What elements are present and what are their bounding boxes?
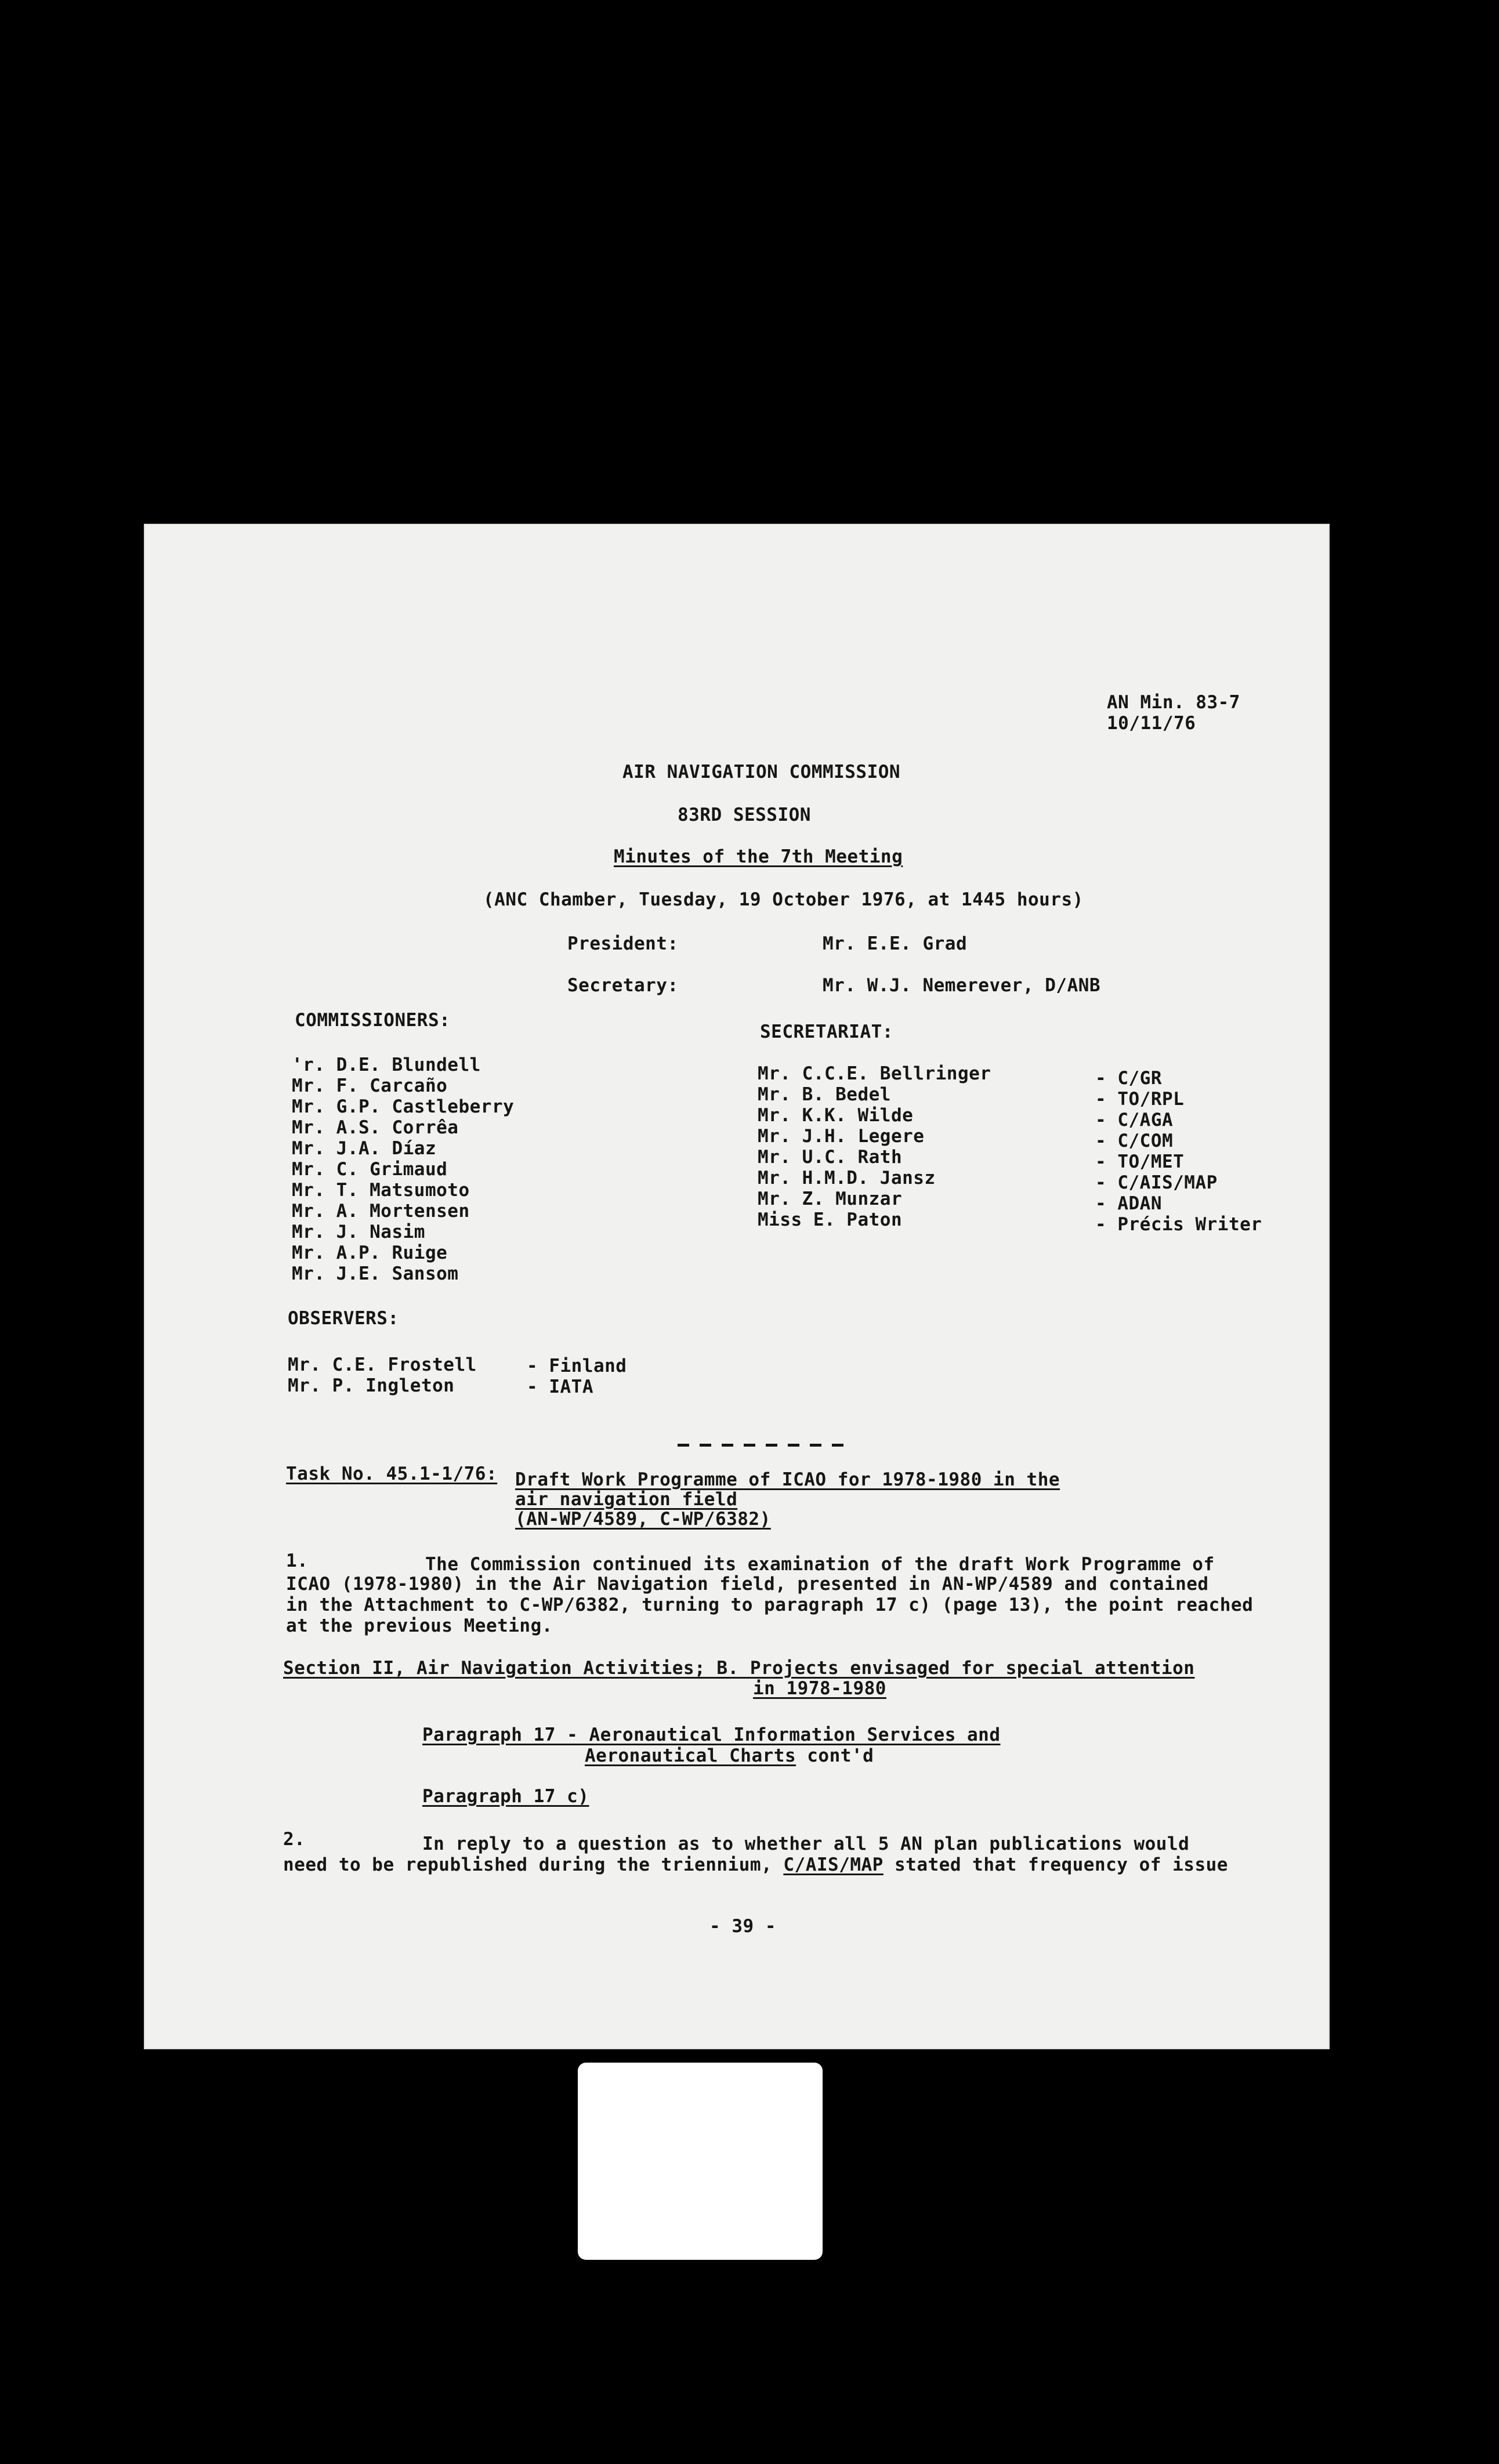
doc-date: 10/11/76	[1107, 713, 1196, 734]
commissioner-name: Mr. J.E. Sansom	[292, 1263, 459, 1284]
president-name: Mr. E.E. Grad	[823, 933, 968, 954]
para2-number: 2.	[283, 1829, 306, 1850]
secretariat-member-role: - ADAN	[1095, 1193, 1162, 1214]
secretariat-roles	[1095, 1068, 1262, 1235]
commissioner-name: Mr. C. Grimaud	[292, 1159, 448, 1180]
secretariat-member-name: Mr. H.M.D. Jansz	[758, 1168, 936, 1188]
session-title: 83RD SESSION	[678, 805, 811, 825]
secretariat-member-role: - C/AIS/MAP	[1095, 1172, 1218, 1193]
document-page	[144, 524, 1330, 2049]
section-heading-line1: Section II, Air Navigation Activities; B. Projects envisaged for special attention	[283, 1658, 1195, 1679]
section-heading-line2: in 1978-1980	[753, 1678, 886, 1699]
secretariat-member-name: Mr. J.H. Legere	[758, 1126, 925, 1147]
para1-line: The Commission continued its examination of the draft Work Programme of	[425, 1554, 1215, 1575]
secretary-label: Secretary:	[567, 975, 679, 996]
secretariat-member-role: - Précis Writer	[1095, 1214, 1262, 1235]
secretariat-names	[758, 1063, 991, 1230]
commissioner-name: Mr. F. Carcaño	[292, 1075, 448, 1096]
para2-line	[283, 1854, 1228, 1875]
commission-title: AIR NAVIGATION COMMISSION	[622, 762, 901, 782]
para1-number: 1.	[286, 1550, 309, 1571]
paragraph-17-heading-underlined: Aeronautical Charts	[585, 1745, 796, 1766]
observer-name: Mr. C.E. Frostell	[288, 1354, 477, 1375]
paragraph-17-heading-line1: Paragraph 17 - Aeronautical Information Services and	[422, 1724, 1001, 1745]
task-title-line1: Draft Work Programme of ICAO for 1978-1980 in the	[515, 1469, 1060, 1490]
observer-affiliation: - IATA	[527, 1376, 593, 1397]
para2-text: need to be republished during the triennium,	[283, 1854, 784, 1875]
paragraph-17-heading-suffix: cont'd	[796, 1745, 874, 1766]
commissioners-list	[292, 1055, 514, 1284]
commissioner-name: Mr. A. Mortensen	[292, 1201, 470, 1222]
secretariat-member-role: - TO/MET	[1095, 1151, 1185, 1172]
observer-name: Mr. P. Ingleton	[288, 1375, 455, 1396]
para2-text: stated that frequency of issue	[883, 1854, 1228, 1875]
secretariat-member-name: Mr. Z. Munzar	[758, 1188, 903, 1209]
para1-line: at the previous Meeting.	[286, 1615, 553, 1636]
para1-line: in the Attachment to C-WP/6382, turning to paragraph 17 c) (page 13), the point reached	[286, 1595, 1254, 1615]
commissioner-name: Mr. A.S. Corrêa	[292, 1117, 459, 1138]
commissioner-name: 'r. D.E. Blundell	[292, 1055, 481, 1075]
task-number: Task No. 45.1-1/76:	[286, 1463, 498, 1484]
secretariat-member-role: - C/GR	[1095, 1068, 1162, 1089]
paragraph-17-heading-line2	[585, 1745, 874, 1766]
commissioner-name: Mr. J.A. Díaz	[292, 1138, 437, 1159]
doc-reference-number: AN Min. 83-7	[1107, 692, 1240, 713]
secretariat-member-name: Miss E. Paton	[758, 1209, 903, 1230]
commissioner-name: Mr. J. Nasim	[292, 1222, 425, 1242]
observer-affiliation: - Finland	[527, 1356, 627, 1376]
secretariat-member-role: - C/AGA	[1095, 1110, 1174, 1130]
para2-line: In reply to a question as to whether all 5 AN plan publications would	[422, 1833, 1190, 1854]
secretariat-member-role: - TO/RPL	[1095, 1089, 1185, 1110]
page-number: - 39 -	[709, 1916, 776, 1937]
meeting-location: (ANC Chamber, Tuesday, 19 October 1976, at 1445 hours)	[483, 889, 1084, 910]
section-divider	[678, 1438, 854, 1441]
minutes-title: Minutes of the 7th Meeting	[614, 846, 903, 867]
secretariat-member-name: Mr. C.C.E. Bellringer	[758, 1063, 991, 1084]
task-title-line2: air navigation field	[515, 1489, 738, 1510]
secretariat-member-role: - C/COM	[1095, 1130, 1174, 1151]
president-label: President:	[567, 933, 679, 954]
commissioner-name: Mr. G.P. Castleberry	[292, 1096, 515, 1117]
task-reference-docs: (AN-WP/4589, C-WP/6382)	[515, 1509, 771, 1530]
secretariat-member-name: Mr. B. Bedel	[758, 1084, 891, 1105]
paragraph-17c-heading: Paragraph 17 c)	[422, 1786, 589, 1807]
commissioner-name: Mr. A.P. Ruige	[292, 1242, 448, 1263]
secretariat-label: SECRETARIAT:	[760, 1021, 893, 1042]
blank-label-card	[578, 2063, 823, 2260]
commissioner-name: Mr. T. Matsumoto	[292, 1180, 470, 1201]
commissioners-label: COMMISSIONERS:	[295, 1010, 451, 1031]
secretariat-member-name: Mr. U.C. Rath	[758, 1147, 903, 1168]
para1-line: ICAO (1978-1980) in the Air Navigation field, presented in AN-WP/4589 and contained	[286, 1574, 1209, 1595]
secretary-name: Mr. W.J. Nemerever, D/ANB	[823, 975, 1101, 996]
secretariat-member-name: Mr. K.K. Wilde	[758, 1105, 914, 1126]
observers-label: OBSERVERS:	[288, 1308, 399, 1329]
para2-speaker: C/AIS/MAP	[783, 1854, 884, 1875]
